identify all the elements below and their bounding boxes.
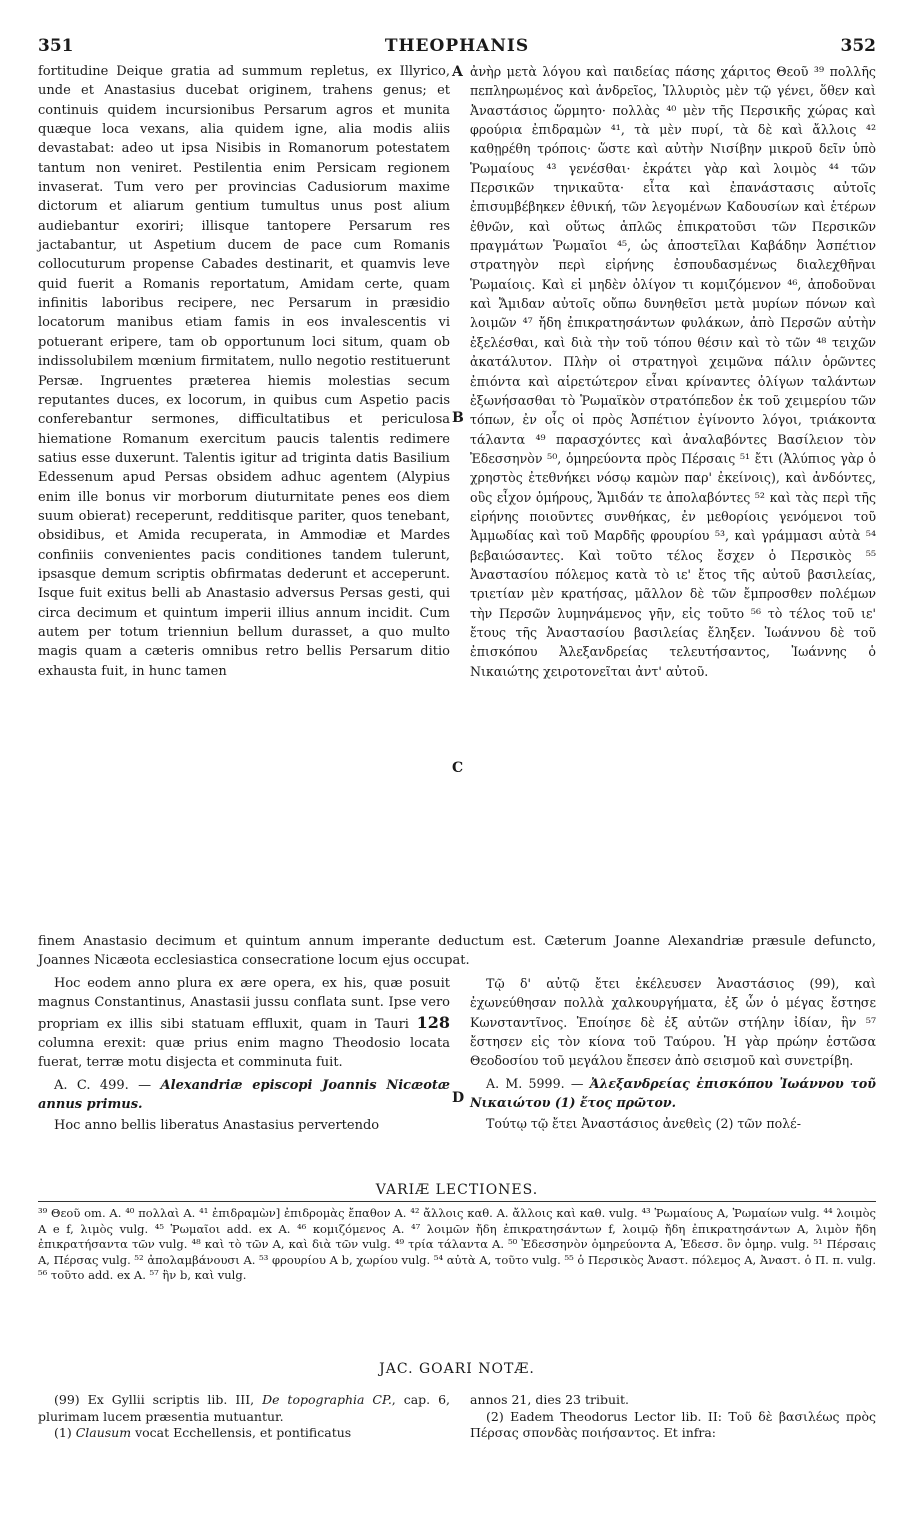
page-number-right: 352 xyxy=(840,36,876,56)
latin-column-main xyxy=(38,62,450,932)
note-1 xyxy=(38,1425,450,1442)
note-99-text-b: , cap. 6, plurimam lucem præsentia mutuantur. xyxy=(38,1392,450,1424)
margin-marker-c: C xyxy=(452,760,464,776)
latin-year-title: Alexandriæ episcopi Joannis Nicæotæ annus primus. xyxy=(38,1077,450,1113)
latin-statue-text-a: Hoc eodem anno plura ex ære opera, ex his, quæ posuit magnus Constantinus, Anastasii jussu conflata sunt. Ipse vero propriam ex illis sibi statuam effluxit, quam in Tauri xyxy=(38,976,450,1032)
notae-title: JAC. GOARI NOTÆ. xyxy=(379,1361,535,1377)
note-1-text: vocat Ecchellensis, et pontificatus xyxy=(135,1425,352,1440)
divider xyxy=(38,1201,876,1202)
greek-year-heading xyxy=(470,1074,876,1113)
full-width-line: finem Anastasio decimum et quintum annum imperante deductum est. Cæterum Joanne Alexandriæ præsule defuncto, Joannes Nicæota ecclesiastica consecratione locum ejus occupat. xyxy=(38,934,876,969)
page-number-left: 351 xyxy=(38,36,74,56)
greek-statue-paragraph: Τῷ δ' αὐτῷ ἔτει ἐκέλευσεν Ἀναστάσιος (99), καὶ ἐχωνεύθησαν πολλὰ χαλκουργήματα, ἐξ ὧν ὁ μέγας ἔστησε Κωνσταντῖνος. Ἐποίησε δὲ ἐξ αὐτῶν στήλην ἰδίαν, ἣν ⁵⁷ ἔστησεν εἰς τὸν κίονα τοῦ Ταύρου. Ἡ γὰρ πρώην ἑστῶσα Θεοδοσίου τοῦ μεγάλου ἔπεσεν ἀπὸ σεισμοῦ καὶ συνετρίβη. xyxy=(470,976,876,1069)
variae-lectiones-title: VARIÆ LECTIONES. xyxy=(375,1182,539,1198)
greek-year: A. M. 5999. — xyxy=(486,1075,584,1091)
latin-year-heading xyxy=(38,1076,450,1115)
latin-paragraph: fortitudine Deique gratia ad summum repletus, ex Illyrico, unde et Anastasius ducebat originem, trahens genus; et continuis quidem incursionibus Persarum agros et munita quæque loca vexans, alia quidem igne, alia modis aliis devastabat: adeo ut ipsa Nisibis in Romanorum potestatem tantum non veniret. Pestilentia enim Persicam regionem invaserat. Tum vero per provincias Cadusiorum maxime dictorum et aliarum gentium tumultus unus post alium audiebantur exoriri; illisque tantopere Persarum res jactabantur, ut Aspetium ducem de pace cum Romanis collocuturum propense Cabades destinarit, et quamvis leve quid fuerit a Romanis reportatum, Amidam certe, quam infinitis laboribus recipere, nec Persarum in præsidio locatorum manibus etiam famis in eos invalescentis vi potuerant eripere, tam ob opportunum loci situm, quam ob indissolubilem mœnium firmitatem, nullo negotio restituerunt Persæ. Ingruentes præterea hiemis molestias secum reputantes duces, ex locorum, in quibus cum Aspetio pacis conferebantur sermones, difficultatibus et periculosa hiematione Romanum exercitum paucis talentis redimere satius esse duxerunt. Talentis igitur ad triginta datis Basilium Edessenum apud Persas obsidem adhuc agentem (Alypius enim ille bonus vir morborum diuturnitate penes eos diem suum obierat) receperunt, redditisque pariter, quos tenebant, obsidibus, et Amida recuperata, in Ammodiæ et Mardes confiniis convenientes pacis conditiones tandem tulerunt, ipsasque demum scriptis obfirmatas dederunt et acceperunt. Isque fuit exitus belli ab Anastasio adversus Persas gesti, qui circa decimum et quintum imperii illius annum incidit. Cum autem per totum trienniun bellum durasset, a quo multo magis quam a cæteris omnibus retro bellis Persarum ditio exhausta fuit, in hunc tamen xyxy=(38,64,450,679)
margin-marker-b: B xyxy=(452,410,464,426)
running-title: THEOPHANIS xyxy=(384,36,530,56)
notae-left-column xyxy=(38,1392,450,1442)
note-continuation: annos 21, dies 23 tribuit. xyxy=(470,1392,630,1407)
page-header xyxy=(38,36,876,60)
margin-marker-a: A xyxy=(452,64,463,80)
greek-column-second xyxy=(470,974,876,1134)
latin-column-second xyxy=(38,974,450,1136)
margin-marker-d: D xyxy=(452,1090,465,1106)
latin-statue-paragraph xyxy=(38,974,450,1073)
note-2: (2) Eadem Theodorus Lector lib. II: Τοῦ δὲ βασιλέως πρὸς Πέρσας σπονδὰς ποιήσαντος. Et infra: xyxy=(470,1408,876,1440)
greek-year-title: Ἀλεξανδρείας ἐπισκόπου Ἰωάννου τοῦ Νικαιώτου (1) ἔτος πρῶτον. xyxy=(470,1075,876,1111)
notae-right-column xyxy=(470,1392,876,1442)
latin-year: A. C. 499. — xyxy=(54,1077,152,1093)
note-99 xyxy=(38,1392,450,1425)
note-1-term: Clausum xyxy=(75,1425,132,1440)
greek-column-main xyxy=(470,62,876,932)
note-1-number: (1) xyxy=(54,1425,72,1440)
note-99-text-a: (99) Ex Gyllii scriptis lib. III, xyxy=(54,1392,255,1407)
latin-final-paragraph: Hoc anno bellis liberatus Anastasius pervertendo xyxy=(54,1118,380,1134)
plate-number: 128 xyxy=(416,1012,450,1032)
greek-paragraph: ἀνὴρ μετὰ λόγου καὶ παιδείας πάσης χάριτος Θεοῦ ³⁹ πολλῆς πεπληρωμένος καὶ ἀνδρεῖος, Ἰλλυριὸς μὲν τῷ γένει, ὅθεν καὶ Ἀναστάσιος ὥρμητο· πολλὰς ⁴⁰ μὲν τῆς Περσικῆς χώρας καὶ φρούρια ἐπιδραμὼν ⁴¹, τὰ μὲν πυρί, τὰ δὲ καὶ ἄλλοις ⁴² καθῃρέθη τρόποις· ὥστε καὶ αὐτὴν Νισίβην μικροῦ δεῖν ὑπὸ Ῥωμαίους ⁴³ γενέσθαι· ἐκράτει γὰρ καὶ λοιμὸς ⁴⁴ τῶν Περσικῶν τηνικαῦτα· εἶτα καὶ ἐπανάστασις αὐτοῖς ἐπισυμβέβηκεν ἐθνική, τῶν λεγομένων Καδουσίων καὶ ἑτέρων ἐθνῶν, καὶ οὕτως ἁπλῶς ἐπικρατοῦσι τῶν Περσικῶν πραγμάτων Ῥωμαῖοι ⁴⁵, ὡς ἀποστεῖλαι Καβάδην Ἀσπέτιον στρατηγὸν περὶ εἰρήνης ἐσπουδασμένως διαλεχθῆναι Ῥωμαίοις. Καὶ εἰ μηδὲν ὀλίγον τι κομιζόμενον ⁴⁶, ἀποδοῦναι καὶ Ἄμιδαν αὐτοῖς οὔπω δυνηθεῖσι μετὰ μυρίων πόνων καὶ λοιμῶν ⁴⁷ ἤδη ἐπικρατησάντων φυλάκων, ἀπὸ Περσῶν αὐτὴν ἐξελέσθαι, καὶ διὰ τὴν τοῦ τόπου θέσιν καὶ τὸ τῶν ⁴⁸ τειχῶν ἀκατάλυτον. Πλὴν οἱ στρατηγοὶ χειμῶνα πάλιν ὁρῶντες ἐπιόντα καὶ αἱρετώτερον εἶναι κρίναντες ὀλίγων ταλάντων ἐξωνήσασθαι τὸ Ῥωμαϊκὸν στρατόπεδον ἐκ τοῦ χειμερίου τῶν τόπων, ἐν οἷς οἱ πρὸς Ἀσπέτιον ἐγίνοντο λόγοι, τριάκοντα τάλαντα ⁴⁹ παρασχόντες καὶ ἀναλαβόντες Βασίλειον τὸν Ἐδεσσηνὸν ⁵⁰, ὁμηρεύοντα πρὸς Πέρσαις ⁵¹ ἔτι (Ἀλύπιος γὰρ ὁ χρηστὸς ἐτεθνήκει νόσῳ καμὼν παρ' ἐκείνοις), καὶ ἀνδόντες, οὓς εἶχον ὁμήρους, Ἄμιδάν τε ἀπολαβόντες ⁵² καὶ τὰς περὶ τῆς εἰρήνης ποιοῦντες συνθήκας, ἐν μεθορίοις γενόμενοι τοῦ Ἀμμωδίας καὶ τοῦ Μαρδῆς φρουρίου ⁵³, καὶ γράμμασι αὐτὰ ⁵⁴ βεβαιώσαντες. Καὶ τοῦτο τέλος ἔσχεν ὁ Περσικὸς ⁵⁵ Ἀναστασίου πόλεμος κατὰ τὸ ιε' ἔτος τῆς αὐτοῦ βασιλείας, τριετίαν μὲν κρατήσας, μᾶλλον δὲ τῶν ἔμπροσθεν πολέμων τὴν Περσῶν λυμηνάμενος γῆν, εἰς τοῦτο ⁵⁶ τὸ τέλος τοῦ ιε' ἔτους τῆς Ἀναστασίου βασιλείας ἔληξεν. Ἰωάννου δὲ τοῦ ἐπισκόπου Ἀλεξανδρείας τελευτήσαντος, Ἰωάννης ὁ Νικαιώτης χειροτονεῖται ἀντ' αὐτοῦ. xyxy=(470,64,876,679)
greek-final-paragraph: Τούτῳ τῷ ἔτει Ἀναστάσιος ἀνεθεὶς (2) τῶν πολέ- xyxy=(486,1116,801,1132)
note-99-title: De topographia CP. xyxy=(262,1392,392,1407)
variae-lectiones-text: ³⁹ Θεοῦ om. A. ⁴⁰ πολλαὶ A. ⁴¹ ἐπιδραμὼν] ἐπιδρομὰς ἔπαθον A. ⁴² ἄλλοις καθ. A. ἄλλοις καὶ καθ. vulg. ⁴³ Ῥωμαίους A, Ῥωμαίων vulg. ⁴⁴ λοιμὸς A e f, λιμὸς vulg. ⁴⁵ Ῥωμαῖοι add. ex A. ⁴⁶ κομιζόμενος A. ⁴⁷ λοιμῶν ἤδη ἐπικρατησάντων f, λοιμῷ ἤδη ἐπικρατησάντων A, λιμὸν ἤδη ἐπικρατήσαντα τῶν vulg. ⁴⁸ καὶ τὸ τῶν A, καὶ διὰ τῶν vulg. ⁴⁹ τρία τάλαντα A. ⁵⁰ Ἐδεσσηνὸν ὁμηρεύοντα A, Ἐδεσσ. ὃν ὁμηρ. vulg. ⁵¹ Πέρσαις A, Πέρσας vulg. ⁵² ἀπολαμβάνουσι A. ⁵³ φρουρίου A b, χωρίου vulg. ⁵⁴ αὐτὰ A, τοῦτο vulg. ⁵⁵ ὁ Περσικὸς Ἀναστ. πόλεμος A, Ἀναστ. ὁ Π. π. vulg. ⁵⁶ τοῦτο add. ex A. ⁵⁷ ἣν b, καὶ vulg. xyxy=(38,1206,876,1283)
latin-statue-text-b: columna erexit: quæ prius enim magno Theodosio locata fuerat, terræ motu disjecta et comminuta fuit. xyxy=(38,1036,450,1071)
